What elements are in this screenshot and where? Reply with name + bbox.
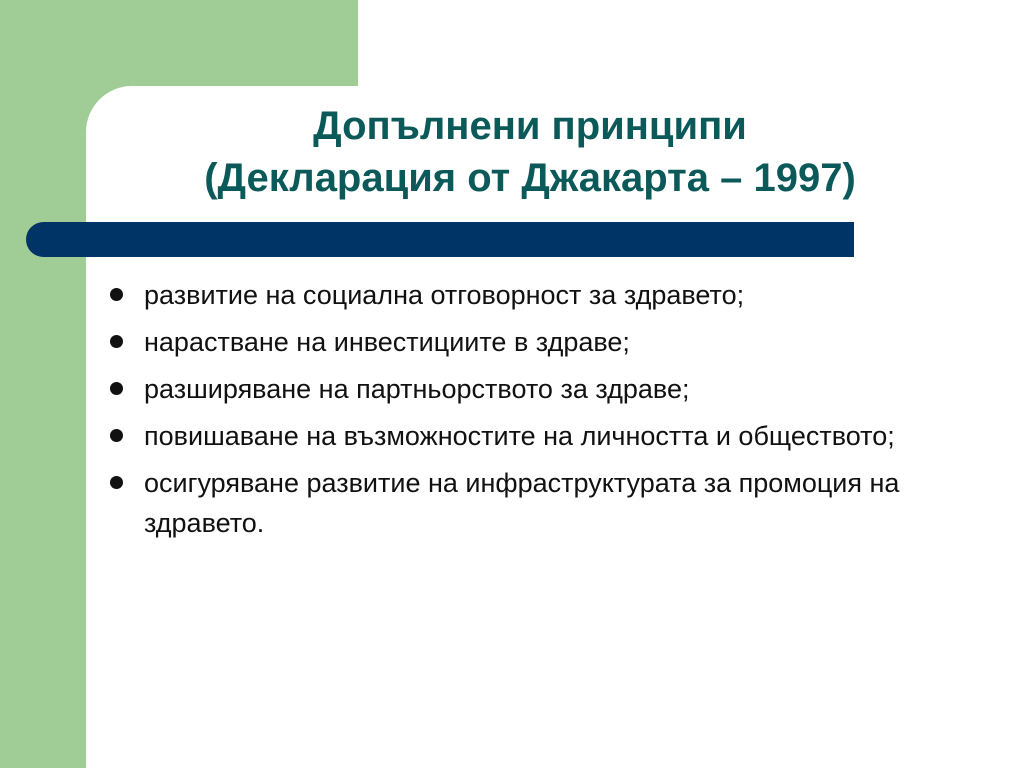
slide-title-line-1: Допълнени принципи bbox=[313, 104, 747, 148]
bullet-dot-icon bbox=[110, 476, 123, 489]
slide-title-line-2: (Декларация от Джакарта – 1997) bbox=[204, 156, 856, 200]
bullet-dot-icon bbox=[110, 429, 123, 442]
bullet-text: разширяване на партньорството за здраве; bbox=[144, 374, 690, 404]
navy-divider-bar bbox=[26, 222, 854, 257]
bullet-text: осигуряване развитие на инфраструктурата за промоция на здравето. bbox=[144, 468, 900, 538]
bullet-text: повишаване на възможностите на личността и обществото; bbox=[144, 421, 895, 451]
bullet-text: развитие на социална отговорност за здравето; bbox=[144, 280, 745, 310]
bullet-item bbox=[100, 322, 980, 362]
bullet-item bbox=[100, 463, 980, 543]
bullet-item bbox=[100, 275, 980, 315]
bullet-text: нарастване на инвестициите в здраве; bbox=[144, 327, 630, 357]
bullet-dot-icon bbox=[110, 288, 123, 301]
bullet-dot-icon bbox=[110, 382, 123, 395]
slide-title bbox=[100, 100, 960, 204]
bullet-item bbox=[100, 416, 980, 456]
bullet-item bbox=[100, 369, 980, 409]
bullet-list bbox=[100, 275, 980, 550]
bullet-dot-icon bbox=[110, 335, 123, 348]
